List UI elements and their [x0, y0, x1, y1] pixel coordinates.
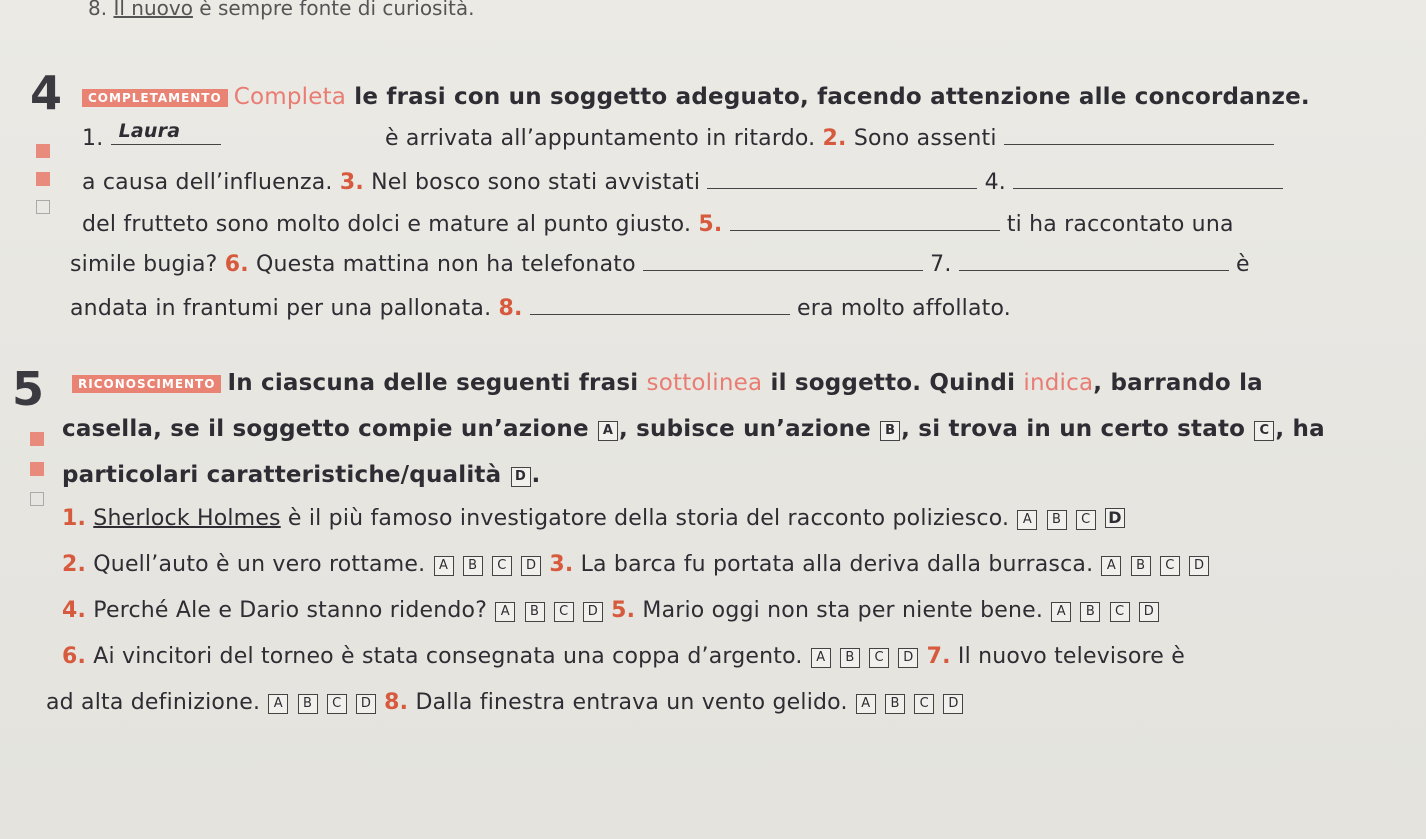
item-number: 2.	[62, 552, 87, 577]
underlined-subject: Sherlock Holmes	[93, 506, 281, 531]
checkbox-a[interactable]: A	[811, 648, 831, 668]
item-number: 8.	[88, 0, 108, 20]
sentence-text: Nel bosco sono stati avvistati	[371, 170, 701, 195]
exercise-type-tag: COMPLETAMENTO	[82, 89, 228, 107]
answer-blank-3[interactable]	[707, 187, 977, 189]
instruction-verb: sottolinea	[646, 370, 763, 396]
instruction-text: le frasi con un soggetto adeguato, facendo attenzione alle concordanze.	[346, 84, 1310, 110]
sentence-text: Sono assenti	[853, 126, 997, 151]
checkbox-d[interactable]: D	[583, 602, 603, 622]
instruction-text: .	[531, 462, 541, 488]
exercise-5-sentences-6-7	[62, 644, 1185, 669]
answer-blank-5[interactable]	[730, 229, 1000, 231]
instruction-verb: indica	[1023, 370, 1094, 396]
checkbox-c[interactable]: C	[1160, 556, 1180, 576]
difficulty-square-empty-icon	[30, 492, 44, 506]
sentence-text: a causa dell’influenza.	[82, 170, 333, 195]
sentence-text: Perché Ale e Dario stanno ridendo?	[93, 598, 488, 623]
checkbox-b[interactable]: B	[1047, 510, 1067, 530]
exercise-5-instruction-line-2	[62, 416, 1325, 442]
difficulty-square-icon	[36, 172, 50, 186]
sentence-text: Dalla finestra entrava un vento gelido.	[415, 690, 848, 715]
answer-blank-1[interactable]	[111, 120, 221, 145]
item-number: 6.	[224, 252, 249, 277]
sentence-text: Questa mattina non ha telefonato	[256, 252, 636, 277]
legend-box-a: A	[598, 421, 618, 441]
exercise-type-tag: RICONOSCIMENTO	[72, 375, 221, 393]
sentence-text: Il nuovo televisore è	[957, 644, 1185, 669]
item-number: 5.	[698, 212, 723, 237]
difficulty-square-empty-icon	[36, 200, 50, 214]
item-number: 1.	[82, 126, 104, 151]
item-text: è sempre fonte di curiosità.	[192, 0, 475, 20]
checkbox-b[interactable]: B	[525, 602, 545, 622]
item-number: 7.	[926, 644, 951, 669]
checkbox-c[interactable]: C	[869, 648, 889, 668]
exercise-5-instruction-line-3	[62, 462, 540, 488]
item-number: 4.	[984, 170, 1006, 195]
exercise-4-line-4	[70, 252, 1250, 277]
exercise-5-number: 5	[12, 362, 45, 416]
answer-blank-8[interactable]	[530, 313, 790, 315]
checkbox-d-crossed[interactable]: D	[1105, 508, 1125, 528]
checkbox-c[interactable]: C	[554, 602, 574, 622]
instruction-verb: Completa	[233, 84, 347, 110]
checkbox-c[interactable]: C	[1076, 510, 1096, 530]
checkbox-b[interactable]: B	[298, 694, 318, 714]
checkbox-a[interactable]: A	[856, 694, 876, 714]
instruction-text: particolari caratteristiche/qualità	[62, 462, 502, 488]
item-number: 4.	[62, 598, 87, 623]
checkbox-c[interactable]: C	[492, 556, 512, 576]
exercise-4-instruction	[82, 84, 1310, 110]
instruction-text: , subisce un’azione	[619, 416, 871, 442]
item-number: 8.	[498, 296, 523, 321]
instruction-text: il soggetto. Quindi	[770, 370, 1016, 396]
exercise-5-sentence-1	[62, 506, 1126, 531]
difficulty-square-icon	[30, 462, 44, 476]
exercise-5-sentences-7-8	[46, 690, 964, 715]
difficulty-square-icon	[36, 144, 50, 158]
item-number: 8.	[384, 690, 409, 715]
instruction-text: , ha	[1275, 416, 1325, 442]
checkbox-a[interactable]: A	[1101, 556, 1121, 576]
instruction-text: , si trova in un certo stato	[901, 416, 1246, 442]
sentence-text: La barca fu portata alla deriva dalla burrasca.	[580, 552, 1094, 577]
checkbox-b[interactable]: B	[885, 694, 905, 714]
answer-blank-2[interactable]	[1004, 143, 1274, 145]
legend-box-b: B	[880, 421, 900, 441]
answer-blank-6[interactable]	[643, 269, 923, 271]
exercise-4-line-5	[70, 296, 1011, 321]
checkbox-b[interactable]: B	[1131, 556, 1151, 576]
difficulty-square-icon	[30, 432, 44, 446]
sentence-text: è il più famoso investigatore della storia del racconto poliziesco.	[280, 506, 1010, 531]
underlined-subject: Il nuovo	[113, 0, 193, 20]
legend-box-d: D	[511, 467, 531, 487]
checkbox-d[interactable]: D	[943, 694, 963, 714]
checkbox-d[interactable]: D	[356, 694, 376, 714]
exercise-4-line-3	[82, 212, 1234, 237]
sentence-text: è arrivata all’appuntamento in ritardo.	[385, 126, 816, 151]
checkbox-a[interactable]: A	[434, 556, 454, 576]
item-number: 3.	[339, 170, 364, 195]
checkbox-d[interactable]: D	[1139, 602, 1159, 622]
exercise-4-number: 4	[30, 66, 63, 120]
item-number: 2.	[822, 126, 847, 151]
sentence-text: andata in frantumi per una pallonata.	[70, 296, 492, 321]
checkbox-a[interactable]: A	[495, 602, 515, 622]
sentence-text: è	[1235, 252, 1250, 277]
checkbox-c[interactable]: C	[1110, 602, 1130, 622]
checkbox-d[interactable]: D	[898, 648, 918, 668]
sentence-text: Quell’auto è un vero rottame.	[93, 552, 426, 577]
answer-blank-7[interactable]	[959, 269, 1229, 271]
sentence-text: ad alta definizione.	[46, 690, 261, 715]
checkbox-b[interactable]: B	[1080, 602, 1100, 622]
sentence-text: Mario oggi non sta per niente bene.	[642, 598, 1044, 623]
exercise-4-line-2	[82, 170, 1283, 195]
written-answer: Laura	[118, 120, 181, 142]
instruction-text: In ciascuna delle seguenti frasi	[227, 370, 639, 396]
sentence-text: ti ha raccontato una	[1006, 212, 1234, 237]
item-number: 1.	[62, 506, 87, 531]
exercise-4-line-1	[82, 120, 1274, 151]
exercise-5-instruction-line-1	[72, 370, 1263, 396]
sentence-text: era molto affollato.	[796, 296, 1011, 321]
checkbox-a[interactable]: A	[268, 694, 288, 714]
sentence-text: Ai vincitori del torneo è stata consegnata una coppa d’argento.	[93, 644, 803, 669]
sentence-text: simile bugia?	[70, 252, 218, 277]
instruction-text: , barrando la	[1093, 370, 1263, 396]
checkbox-c[interactable]: C	[327, 694, 347, 714]
legend-box-c: C	[1254, 421, 1274, 441]
checkbox-b[interactable]: B	[840, 648, 860, 668]
checkbox-d[interactable]: D	[521, 556, 541, 576]
sentence-text: del frutteto sono molto dolci e mature al punto giusto.	[82, 212, 692, 237]
instruction-text: casella, se il soggetto compie un’azione	[62, 416, 589, 442]
previous-exercise-item	[88, 0, 475, 20]
item-number: 3.	[549, 552, 574, 577]
item-number: 6.	[62, 644, 87, 669]
checkbox-a[interactable]: A	[1051, 602, 1071, 622]
checkbox-b[interactable]: B	[463, 556, 483, 576]
answer-blank-4[interactable]	[1013, 187, 1283, 189]
item-number: 7.	[930, 252, 952, 277]
item-number: 5.	[611, 598, 636, 623]
exercise-5-sentences-2-3	[62, 552, 1210, 577]
checkbox-a[interactable]: A	[1017, 510, 1037, 530]
exercise-5-sentences-4-5	[62, 598, 1160, 623]
checkbox-c[interactable]: C	[914, 694, 934, 714]
checkbox-d[interactable]: D	[1189, 556, 1209, 576]
